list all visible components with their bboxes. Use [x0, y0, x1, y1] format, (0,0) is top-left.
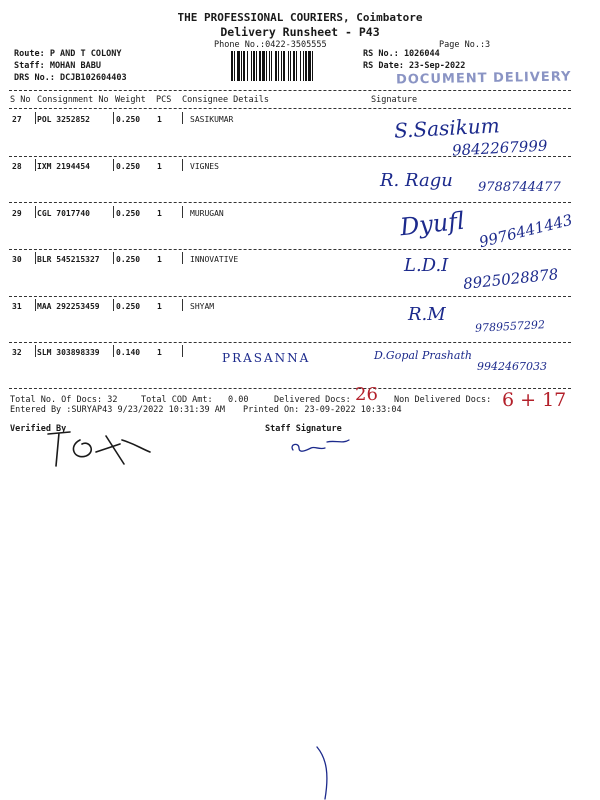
printed-on: Printed On: 23-09-2022 10:33:04 [243, 405, 402, 415]
row-tick [113, 159, 114, 171]
row-rule [9, 342, 571, 343]
signature: S.Sasikum [393, 113, 501, 143]
phone-number: Phone No.:0422-3505555 [214, 40, 327, 50]
signature: L.D.I [404, 255, 449, 276]
col-consignee: Consignee Details [182, 95, 269, 105]
row-tick [35, 345, 36, 357]
signature-phone: 8925028878 [462, 265, 560, 293]
verified-by-label: Verified By [10, 424, 67, 434]
row-tick [35, 252, 36, 264]
row-consignment: POL 3252852 [37, 115, 90, 124]
signature-phone: 9942467033 [477, 360, 547, 373]
row-weight: 0.250 [116, 115, 141, 124]
col-pcs: PCS [156, 95, 172, 105]
signature: R. Ragu [380, 170, 453, 191]
total-cod-value: 0.00 [228, 395, 249, 405]
row-pcs: 1 [157, 302, 162, 311]
row-consignment: SLM 303898339 [37, 348, 100, 357]
row-tick [35, 112, 36, 124]
row-tick [182, 206, 183, 218]
row-tick [182, 112, 183, 124]
signature: D.Gopal Prashath [374, 349, 472, 362]
page-number: Page No.:3 [439, 40, 491, 50]
staff-label: Staff: MOHAN BABU [14, 61, 101, 71]
row-consignee: SHYAM [190, 302, 215, 311]
row-tick [113, 299, 114, 311]
row-pcs: 1 [157, 348, 162, 357]
verified-by-signature [40, 426, 160, 471]
col-signature: Signature [371, 95, 418, 105]
row-sno: 30 [12, 255, 22, 264]
row-consignment: MAA 292253459 [37, 302, 100, 311]
row-tick [182, 159, 183, 171]
row-tick [113, 252, 114, 264]
rs-date: RS Date: 23-Sep-2022 [363, 61, 466, 71]
row-pcs: 1 [157, 209, 162, 218]
total-cod-label: Total COD Amt: [141, 395, 213, 405]
row-weight: 0.250 [116, 162, 141, 171]
row-sno: 32 [12, 348, 22, 357]
row-tick [182, 299, 183, 311]
header-top-rule [9, 90, 571, 91]
col-weight: Weight [115, 95, 146, 105]
consignee-handwritten: PRASANNA [222, 351, 311, 365]
signature-phone: 9789557292 [474, 318, 546, 335]
row-weight: 0.250 [116, 302, 141, 311]
row-consignment: BLR 545215327 [37, 255, 100, 264]
row-rule [9, 156, 571, 157]
row-rule [9, 388, 571, 389]
non-delivered-docs-label: Non Delivered Docs: [394, 395, 492, 405]
pen-mark [305, 745, 335, 800]
row-rule [9, 202, 571, 203]
signature-phone: 9842267999 [451, 136, 548, 160]
signature: R.M [408, 304, 446, 325]
row-weight: 0.250 [116, 209, 141, 218]
signature-phone: 9976441443 [477, 210, 575, 252]
row-consignee: SASIKUMAR [190, 115, 234, 124]
row-tick [182, 252, 183, 264]
row-consignment: IXM 2194454 [37, 162, 90, 171]
runsheet-title: Delivery Runsheet - P43 [220, 25, 380, 39]
row-sno: 29 [12, 209, 22, 218]
header-bottom-rule [9, 108, 571, 109]
company-title: THE PROFESSIONAL COURIERS, Coimbatore [177, 11, 423, 24]
signature-phone: 9788744477 [478, 180, 561, 195]
row-tick [35, 206, 36, 218]
row-consignee: VIGNES [190, 162, 219, 171]
entered-by: Entered By :SURYAP43 9/23/2022 10:31:39 AM [10, 405, 225, 415]
row-pcs: 1 [157, 255, 162, 264]
row-sno: 27 [12, 115, 22, 124]
col-sno: S No [10, 95, 31, 105]
document-delivery-stamp: DOCUMENT DELIVERY [395, 69, 572, 88]
row-tick [113, 206, 114, 218]
row-rule [9, 249, 571, 250]
total-docs: Total No. Of Docs: 32 [10, 395, 118, 405]
col-consignment: Consignment No [37, 95, 109, 105]
row-consignee: MURUGAN [190, 209, 224, 218]
barcode [231, 51, 355, 81]
row-tick [35, 299, 36, 311]
staff-signature-label: Staff Signature [265, 424, 342, 434]
row-tick [113, 112, 114, 124]
row-weight: 0.140 [116, 348, 141, 357]
row-sno: 28 [12, 162, 22, 171]
row-tick [113, 345, 114, 357]
drs-number: DRS No.: DCJB102604403 [14, 73, 127, 83]
row-sno: 31 [12, 302, 22, 311]
row-rule [9, 296, 571, 297]
staff-signature-scribble [285, 436, 355, 460]
signature: Dyufl [398, 206, 466, 242]
row-weight: 0.250 [116, 255, 141, 264]
non-delivered-docs-value: 6 + 17 [502, 389, 567, 411]
delivered-docs-value: 26 [355, 384, 378, 405]
rs-number: RS No.: 1026044 [363, 49, 440, 59]
row-tick [35, 159, 36, 171]
delivered-docs-label: Delivered Docs: [274, 395, 351, 405]
row-consignee: INNOVATIVE [190, 255, 239, 264]
row-pcs: 1 [157, 115, 162, 124]
route-label: Route: P AND T COLONY [14, 49, 122, 59]
row-consignment: CGL 7017740 [37, 209, 90, 218]
row-tick [182, 345, 183, 357]
row-pcs: 1 [157, 162, 162, 171]
